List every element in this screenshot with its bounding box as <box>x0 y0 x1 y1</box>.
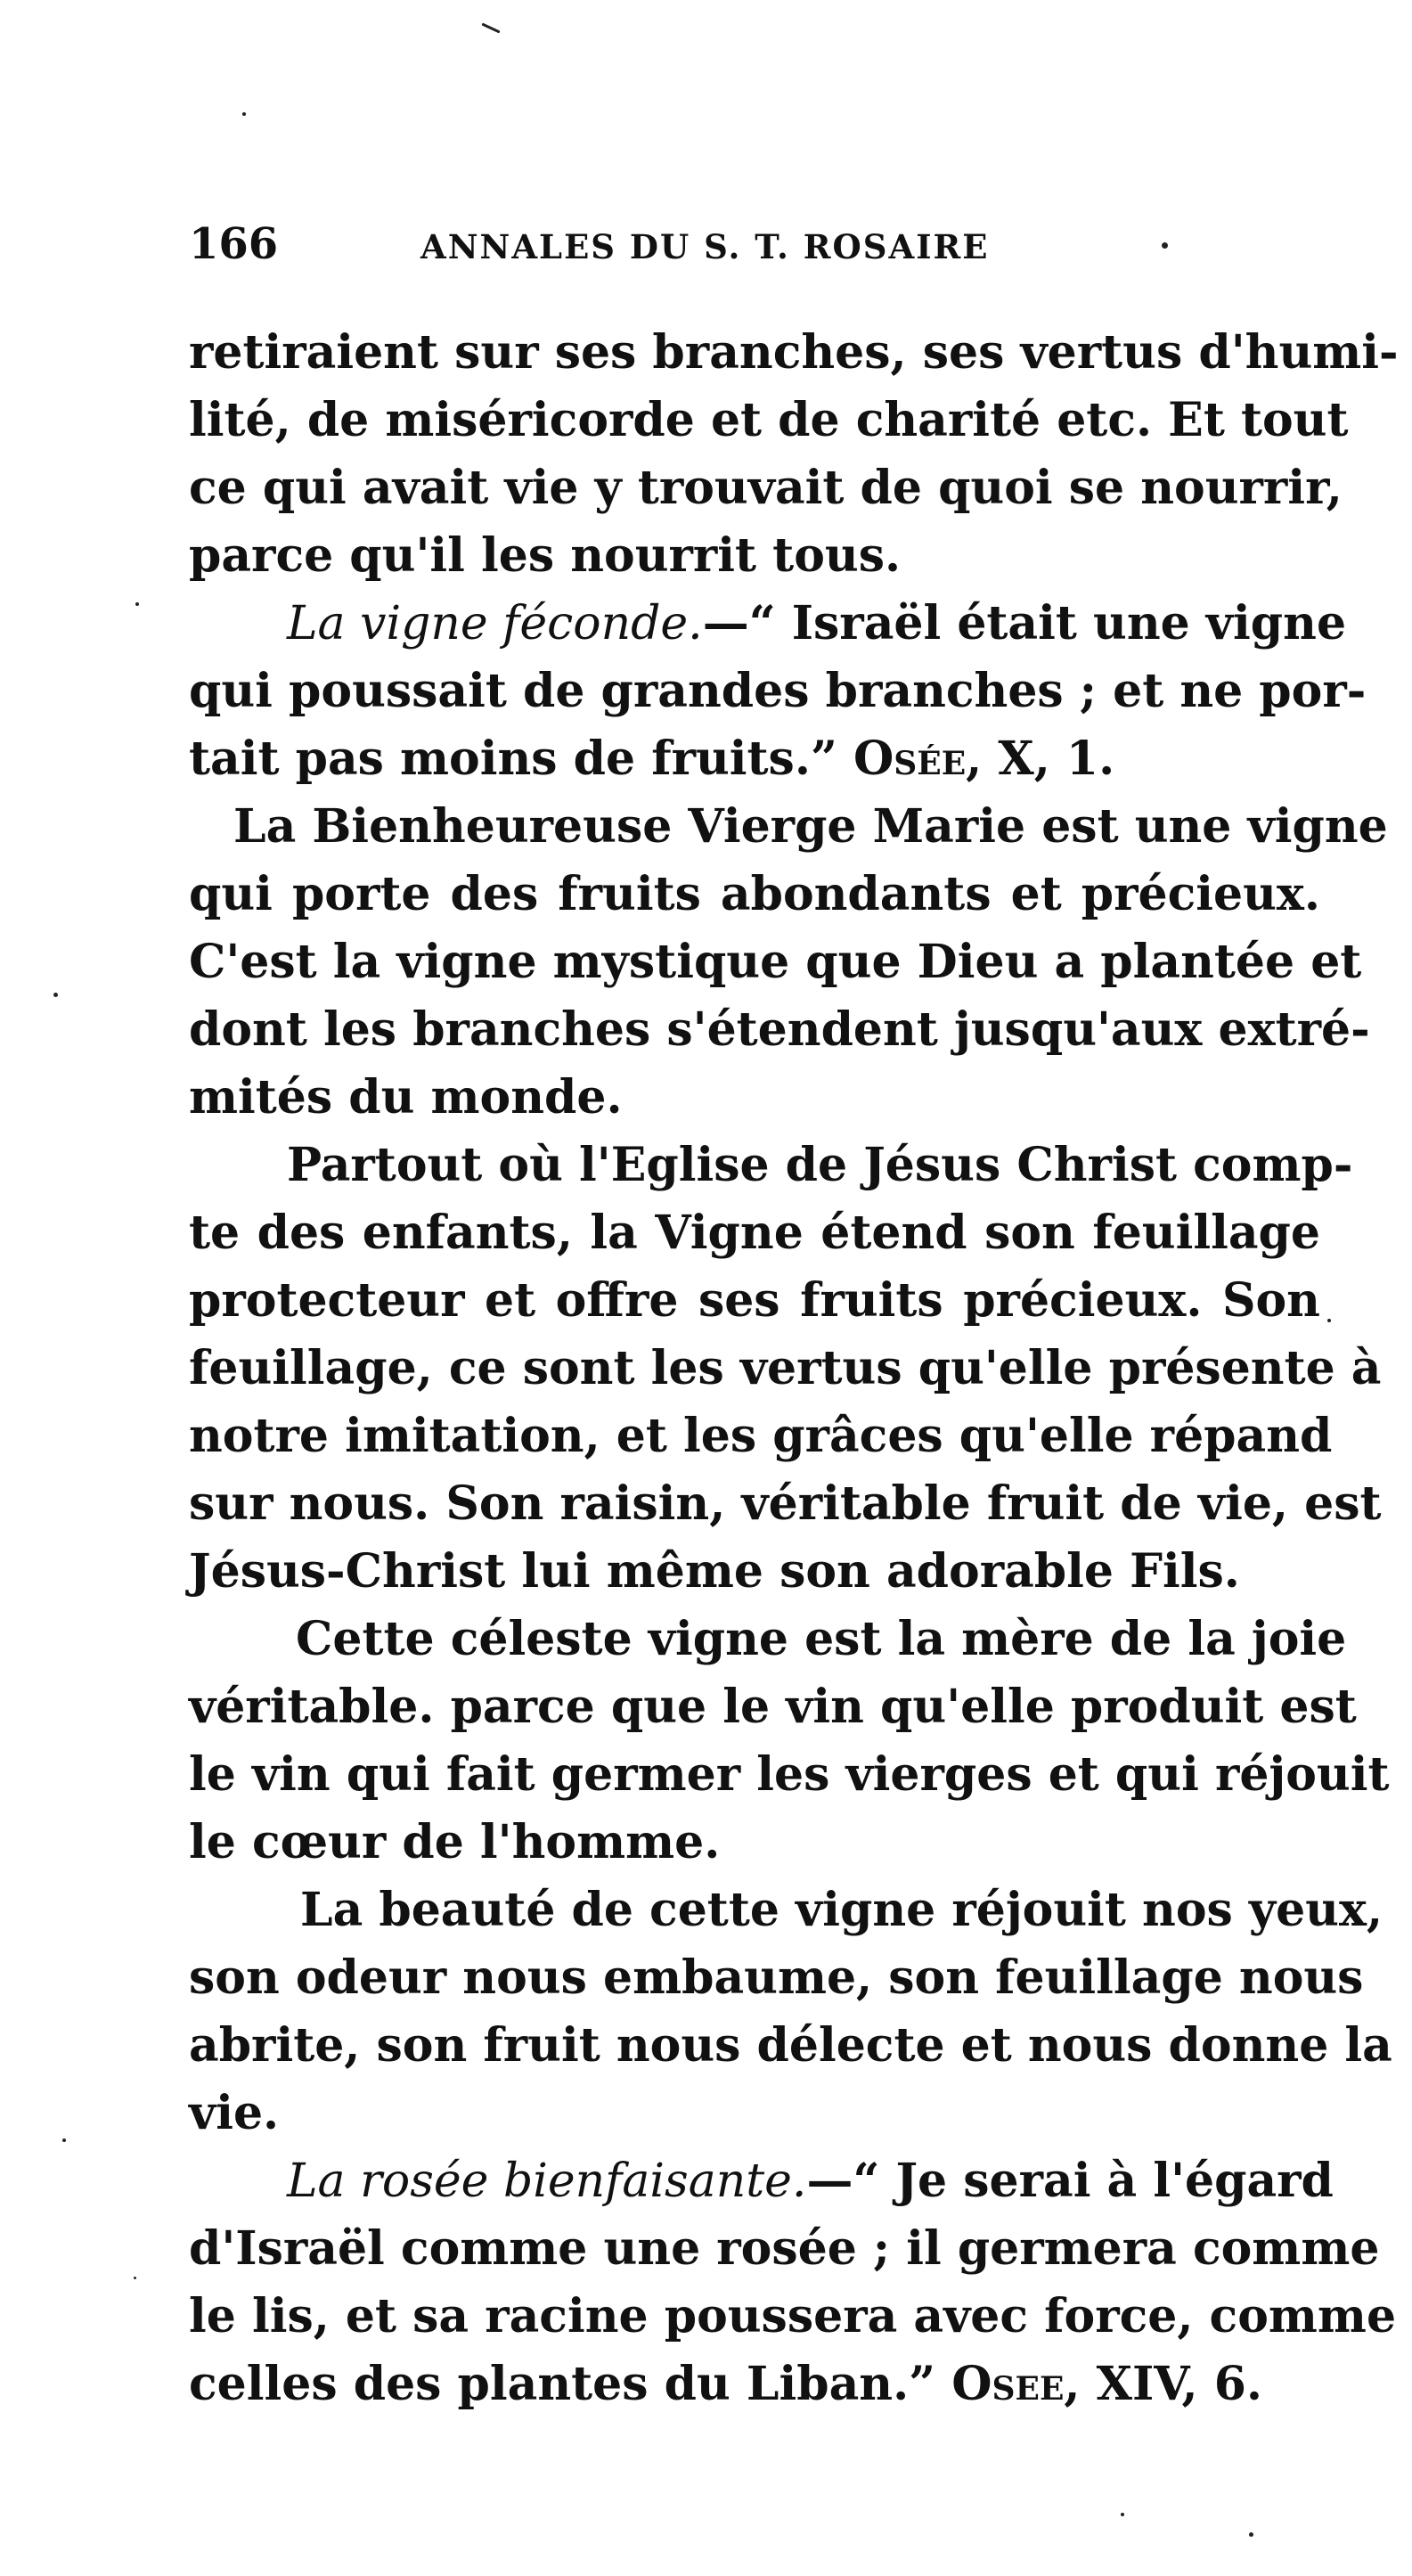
text-line: lité, de miséricorde et de charité etc. Et tout <box>189 393 1349 447</box>
text-line: le vin qui fait germer les vierges et qui réjouit <box>189 1747 1390 1802</box>
quote-text: celles des plantes du Liban.” <box>189 2357 952 2411</box>
scan-speck <box>481 22 500 33</box>
text-line: d'Israël comme une rosée ; il germera comme <box>189 2221 1380 2276</box>
text-line: Cette céleste vigne est la mère de la joie <box>296 1612 1347 1666</box>
quote-text: —“ Je serai à l'égard <box>806 2154 1334 2208</box>
text-line: qui porte des fruits abondants et précieux. <box>189 867 1320 921</box>
text-line: La Bienheureuse Vierge Marie est une vigne <box>233 799 1388 854</box>
text-line: mités du monde. <box>189 1070 623 1124</box>
scan-speck <box>134 2277 136 2279</box>
text-line: parce qu'il les nourrit tous. <box>189 528 902 583</box>
text-line: abrite, son fruit nous délecte et nous donne la <box>189 2018 1392 2073</box>
text-line <box>189 2351 1320 2418</box>
text-line: La beauté de cette vigne réjouit nos yeux, <box>300 1883 1383 1937</box>
text-line: feuillage, ce sont les vertus qu'elle présente à <box>189 1341 1382 1395</box>
citation-source: Osée <box>853 732 967 786</box>
text-line: Partout où l'Eglise de Jésus Christ comp- <box>287 1138 1353 1192</box>
citation-reference: , XIV, 6. <box>1064 2357 1263 2411</box>
section-heading: La vigne féconde. <box>287 597 703 650</box>
page-number: 166 <box>189 219 279 269</box>
text-line <box>189 2147 1334 2215</box>
text-line <box>189 590 1347 658</box>
quote-text: tait pas moins de fruits.” <box>189 732 853 786</box>
section-heading: La rosée bienfaisante. <box>287 2155 807 2208</box>
scan-speck <box>242 112 246 116</box>
text-line: retiraient sur ses branches, ses vertus d'humi- <box>189 325 1399 380</box>
text-line: son odeur nous embaume, son feuillage nous <box>189 1950 1364 2005</box>
scan-speck <box>135 602 139 606</box>
text-line: Jésus-Christ lui même son adorable Fils. <box>189 1544 1240 1599</box>
quote-text: —“ Israël était une vigne <box>702 596 1347 650</box>
text-line: véritable. parce que le vin qu'elle produit est <box>189 1680 1357 1734</box>
text-line <box>189 725 1320 793</box>
scan-speck <box>53 993 58 997</box>
scan-speck <box>1249 2532 1253 2537</box>
citation-reference: , X, 1. <box>966 732 1115 786</box>
text-line: le lis, et sa racine poussera avec force, comme <box>189 2289 1397 2343</box>
scan-speck <box>1121 2513 1124 2516</box>
text-line: ce qui avait vie y trouvait de quoi se nourrir, <box>189 461 1343 515</box>
citation-source: Osee <box>951 2357 1065 2411</box>
text-line: vie. <box>189 2086 280 2140</box>
text-line: te des enfants, la Vigne étend son feuillage <box>189 1206 1320 1260</box>
text-line: le cœur de l'homme. <box>189 1815 721 1869</box>
page-header <box>189 212 1187 276</box>
text-line: sur nous. Son raisin, véritable fruit de vie, est <box>189 1476 1382 1531</box>
running-title: ANNALES DU S. T. ROSAIRE <box>420 227 990 266</box>
text-line: notre imitation, et les grâces qu'elle répand <box>189 1409 1333 1463</box>
scan-speck <box>62 2138 66 2142</box>
scan-speck <box>1162 242 1168 249</box>
text-line: protecteur et offre ses fruits précieux. Son <box>189 1273 1320 1328</box>
text-line: dont les branches s'étendent jusqu'aux extré- <box>189 1002 1370 1057</box>
scan-speck <box>1327 1319 1331 1322</box>
text-line: C'est la vigne mystique que Dieu a plantée et <box>189 935 1362 989</box>
text-line: qui poussait de grandes branches ; et ne por- <box>189 664 1367 718</box>
